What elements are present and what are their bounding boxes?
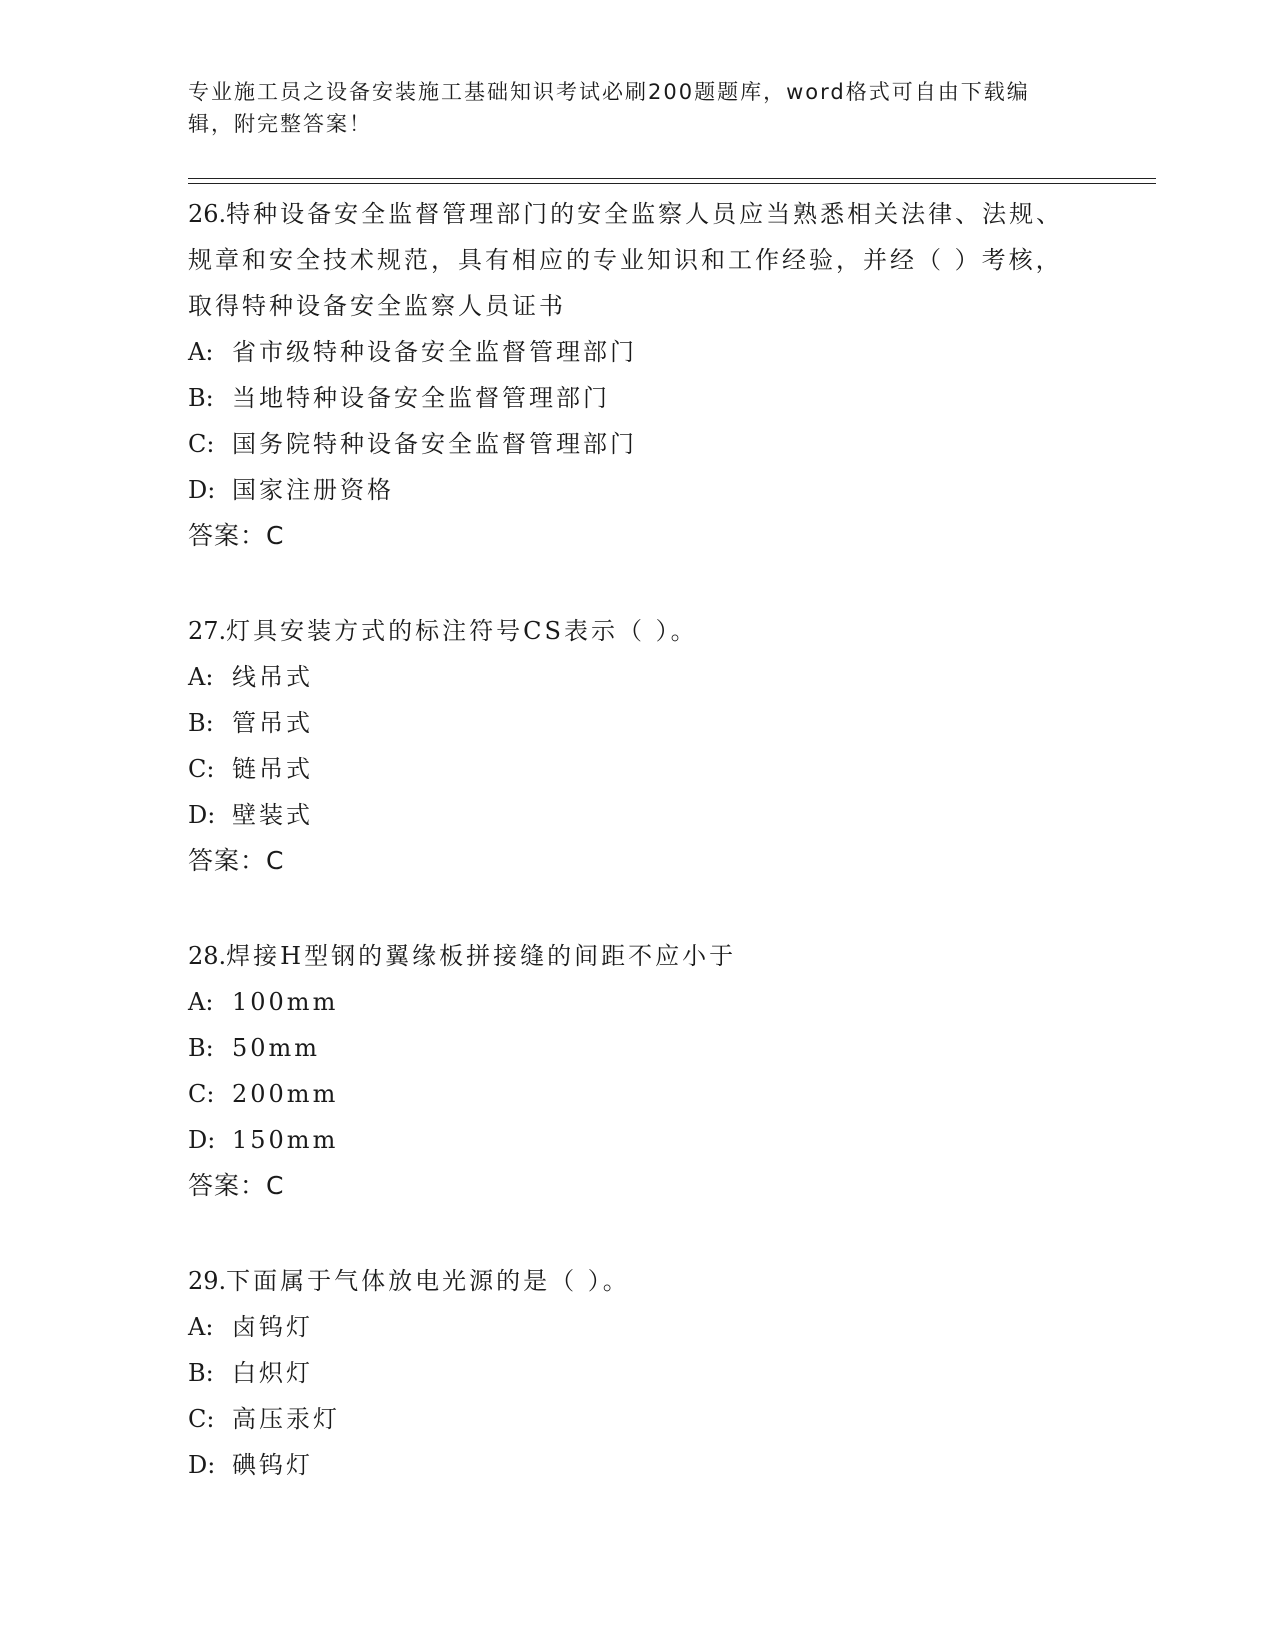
option-letter: D: [188,476,216,504]
header-divider-top [188,178,1156,179]
question-stem [188,608,1088,654]
option-a [188,329,1088,375]
option-letter: A: [188,338,214,366]
option-text: 卤钨灯 [232,1313,313,1341]
option-text: 线吊式 [232,663,313,691]
answer-line: 答案：C [188,846,285,875]
option-text: 壁装式 [232,801,313,829]
option-letter: A: [188,1313,214,1341]
option-c [188,1071,1088,1117]
option-text: 白炽灯 [232,1359,313,1387]
option-text: 高压汞灯 [232,1405,340,1433]
option-letter: D: [188,801,216,829]
option-text: 省市级特种设备安全监督管理部门 [232,338,637,366]
question-list [188,191,1088,1537]
question-stem [188,1258,1088,1304]
option-d [188,792,1088,838]
option-d [188,467,1088,513]
question-text: 下面属于气体放电光源的是（ ）。 [226,1267,630,1295]
option-d [188,1442,1088,1488]
question-number: 29. [188,1267,227,1295]
option-letter: C: [188,430,215,458]
question-number: 26. [188,200,227,228]
option-letter: A: [188,663,214,691]
option-a [188,979,1088,1025]
option-letter: A: [188,988,214,1016]
option-b [188,1025,1088,1071]
option-text: 管吊式 [232,709,313,737]
option-letter: B: [188,709,214,737]
question-stem [188,191,1088,329]
option-b [188,375,1088,421]
option-a [188,1304,1088,1350]
option-text: 150mm [232,1126,339,1154]
answer-line: 答案：C [188,521,285,550]
option-text: 国务院特种设备安全监督管理部门 [232,430,637,458]
option-text: 200mm [232,1080,339,1108]
option-text: 链吊式 [232,755,313,783]
option-c [188,1396,1088,1442]
option-letter: C: [188,1080,215,1108]
question-26 [188,191,1088,559]
option-d [188,1117,1088,1163]
option-letter: B: [188,384,214,412]
option-b [188,700,1088,746]
option-letter: D: [188,1451,216,1479]
option-letter: C: [188,1405,215,1433]
question-text: 特种设备安全监督管理部门的安全监察人员应当熟悉相关法律、法规、规章和安全技术规范，具有相应的专业知识和工作经验，并经（ ）考核，取得特种设备安全监察人员证书 [188,200,1064,320]
option-letter: C: [188,755,215,783]
question-28 [188,933,1088,1209]
question-text: 焊接H型钢的翼缘板拼接缝的间距不应小于 [226,942,737,970]
question-number: 27. [188,617,227,645]
option-text: 100mm [232,988,339,1016]
option-b [188,1350,1088,1396]
option-letter: B: [188,1034,214,1062]
question-text: 灯具安装方式的标注符号CS表示（ ）。 [226,617,698,645]
question-number: 28. [188,942,227,970]
option-text: 碘钨灯 [232,1451,313,1479]
option-c [188,746,1088,792]
option-text: 50mm [232,1034,321,1062]
question-27 [188,608,1088,884]
option-text: 当地特种设备安全监督管理部门 [232,384,610,412]
option-c [188,421,1088,467]
option-a [188,654,1088,700]
question-stem [188,933,1088,979]
option-text: 国家注册资格 [232,476,394,504]
header-divider-bottom [188,183,1156,184]
answer-line: 答案：C [188,1171,285,1200]
option-letter: B: [188,1359,214,1387]
document-header: 专业施工员之设备安装施工基础知识考试必刷200题题库，word格式可自由下载编辑，附完整答案！ [188,80,1030,136]
question-29 [188,1258,1088,1488]
option-letter: D: [188,1126,216,1154]
